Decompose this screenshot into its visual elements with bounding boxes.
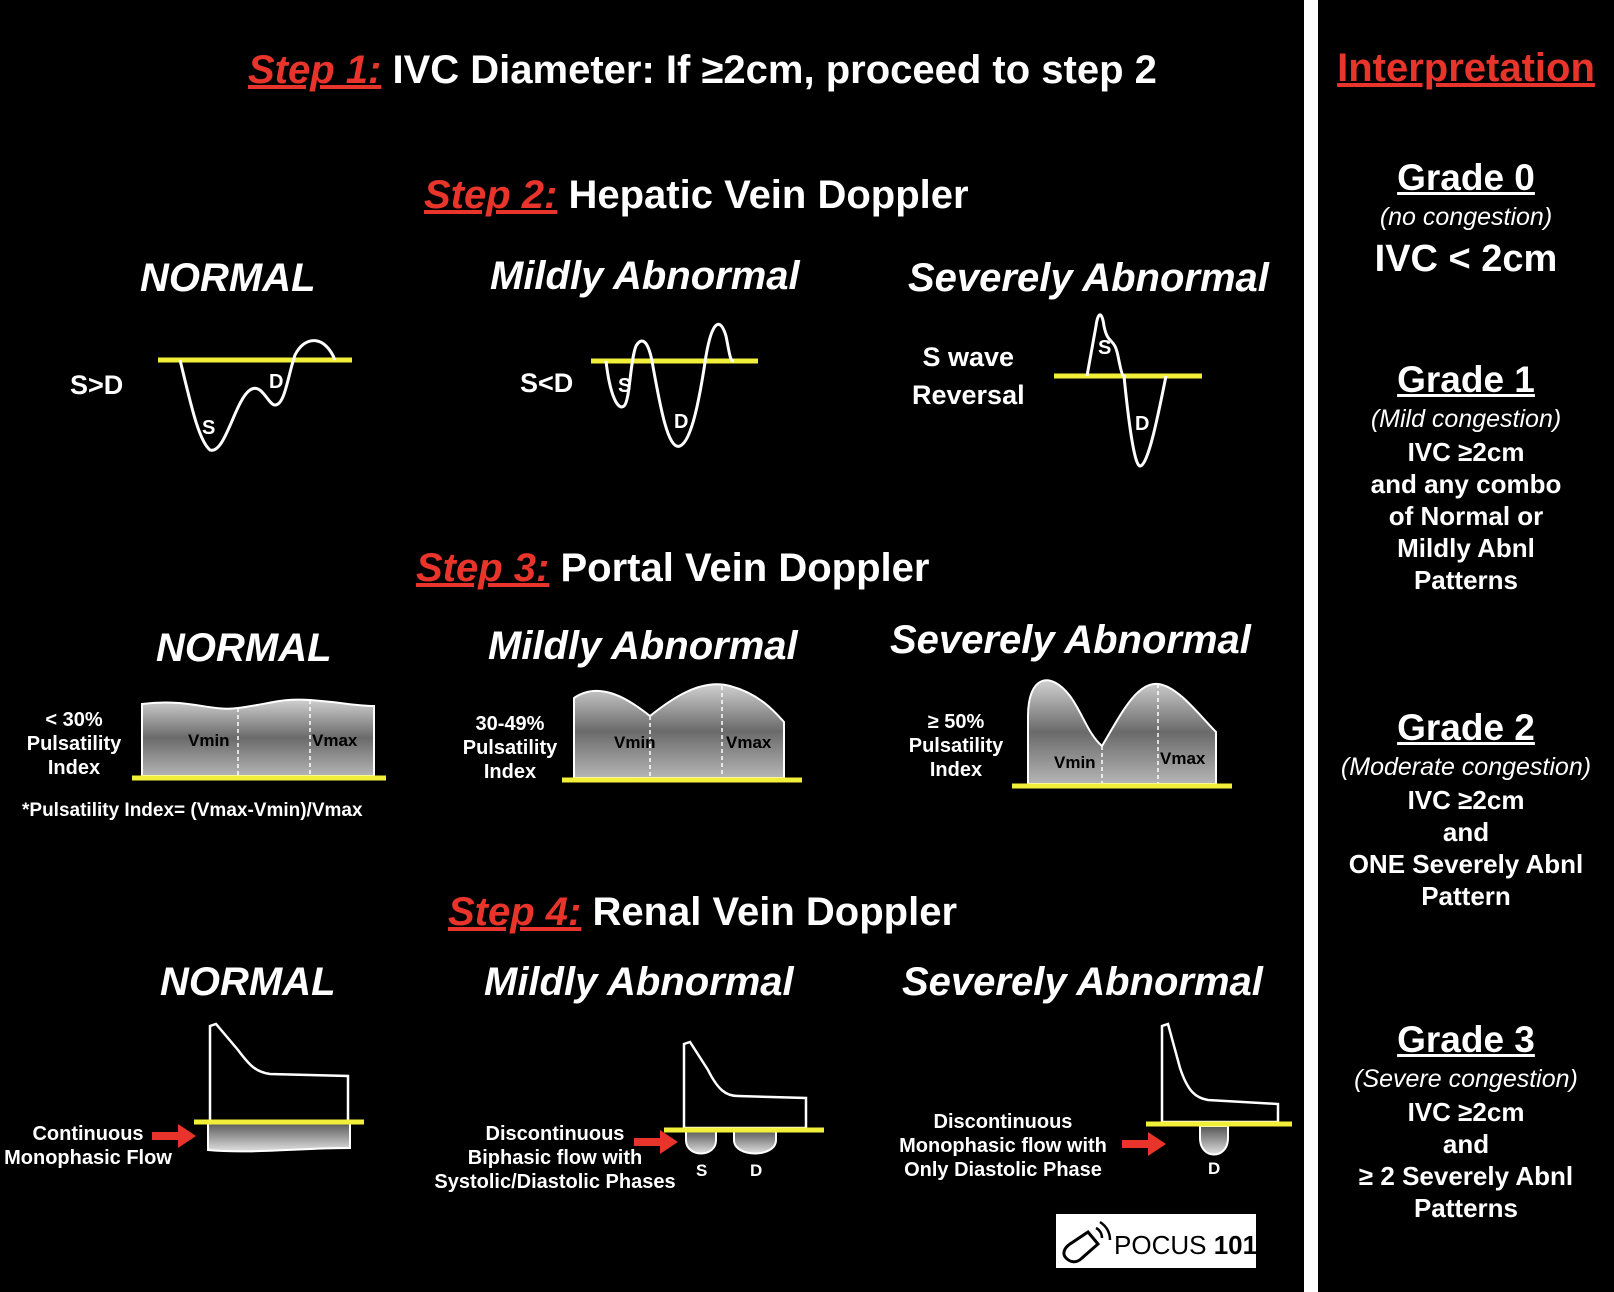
grade-title: Grade 3 (1397, 1019, 1535, 1060)
waveform-envelope (574, 684, 784, 778)
renal-normal-waveform (190, 1020, 370, 1170)
below-baseline-flow (208, 1122, 350, 1151)
wave-s-label: S (202, 417, 216, 439)
portal-normal-pi-label (24, 708, 124, 780)
step1-text: IVC Diameter: If ≥2cm, proceed to step 2 (392, 48, 1157, 92)
logo-brand: POCUS (1114, 1230, 1207, 1260)
wave-d-label: D (674, 411, 689, 433)
hepatic-normal-label: S>D (70, 370, 124, 400)
hepatic-normal-waveform (150, 330, 360, 460)
portal-severe-heading: Severely Abnormal (890, 618, 1251, 662)
vmax-label: Vmax (1160, 749, 1206, 768)
panel-divider (1304, 0, 1318, 1292)
hepatic-mild-heading: Mildly Abnormal (490, 254, 800, 298)
interpretation-title: Interpretation (1337, 46, 1595, 90)
grade-3 (1318, 1018, 1614, 1224)
grade-line: and (1442, 1129, 1490, 1159)
renal-severe-waveform (1144, 1018, 1294, 1178)
portal-mild-pi-label (460, 712, 560, 784)
renal-d-label: D (750, 1161, 763, 1180)
step4-text: Renal Vein Doppler (592, 890, 958, 934)
step3-label: Step 3: (416, 546, 550, 590)
renal-d-label: D (1208, 1159, 1221, 1178)
pocus101-logo (1056, 1214, 1256, 1268)
grade-subtitle: (Mild congestion) (1370, 405, 1562, 433)
pct-label: ≥ 50% (927, 711, 985, 733)
d-phase-flow (1200, 1126, 1228, 1155)
hepatic-severe-label-line1: S wave (922, 342, 1015, 372)
renal-mild-heading: Mildly Abnormal (484, 960, 794, 1004)
step4-label: Step 4: (448, 890, 582, 934)
grade-subtitle: (no congestion) (1379, 203, 1553, 231)
hepatic-mild-label: S<D (520, 368, 574, 398)
grade-title: Grade 2 (1397, 707, 1535, 748)
renal-severe-line2: Monophasic flow with (899, 1135, 1107, 1157)
renal-severe-label (888, 1110, 1118, 1182)
vmin-label: Vmin (614, 733, 656, 752)
grade-line: ONE Severely Abnl (1348, 849, 1584, 879)
vmax-label: Vmax (726, 733, 772, 752)
grade-line: IVC < 2cm (1374, 238, 1558, 280)
portal-mild-waveform (560, 682, 810, 792)
portal-mild-heading: Mildly Abnormal (488, 624, 798, 668)
grade-line: IVC ≥2cm (1407, 785, 1525, 815)
vmin-label: Vmin (1054, 753, 1096, 772)
grade-line: IVC ≥2cm (1407, 1097, 1525, 1127)
grade-subtitle: (Moderate congestion) (1340, 753, 1592, 781)
pulsatility-formula: *Pulsatility Index= (Vmax-Vmin)/Vmax (22, 800, 363, 821)
grade-line: IVC ≥2cm (1407, 437, 1525, 467)
grade-line: and (1442, 817, 1490, 847)
grade-1 (1318, 358, 1614, 596)
renal-s-label: S (696, 1161, 708, 1180)
renal-mild-line3: Systolic/Diastolic Phases (434, 1171, 676, 1193)
vmax-label: Vmax (312, 731, 358, 750)
wave-d-label: D (1135, 413, 1150, 435)
hepatic-severe-waveform (1052, 306, 1212, 476)
grade-line: Patterns (1413, 1193, 1519, 1223)
grade-title: Grade 1 (1397, 359, 1535, 400)
grade-2 (1318, 706, 1614, 912)
vmin-label: Vmin (188, 731, 230, 750)
grade-line: of Normal or (1388, 501, 1544, 531)
grade-title: Grade 0 (1397, 157, 1535, 198)
renal-normal-label (2, 1122, 174, 1170)
pi-line1: Pulsatility (462, 737, 558, 759)
hepatic-severe-label-line2: Reversal (912, 380, 1025, 410)
step2-label: Step 2: (424, 173, 558, 217)
renal-mild-waveform (664, 1030, 834, 1180)
step2-text: Hepatic Vein Doppler (568, 173, 969, 217)
s-phase-flow (686, 1130, 716, 1154)
step3-text: Portal Vein Doppler (560, 546, 930, 590)
portal-normal-waveform (130, 690, 390, 790)
pi-line1: Pulsatility (908, 735, 1004, 757)
renal-normal-line2: Monophasic Flow (4, 1147, 172, 1169)
grade-0 (1318, 156, 1614, 284)
pi-line1: Pulsatility (26, 733, 122, 755)
ultrasound-probe-icon (1060, 1218, 1120, 1264)
grade-line: Mildly Abnl (1397, 533, 1535, 563)
logo-text (1114, 1230, 1257, 1261)
waveform-trace (684, 1042, 806, 1128)
renal-severe-heading: Severely Abnormal (902, 960, 1263, 1004)
hepatic-severe-heading: Severely Abnormal (908, 256, 1269, 300)
portal-normal-heading: NORMAL (156, 626, 332, 670)
grade-line: and any combo (1370, 469, 1562, 499)
grade-line: Patterns (1413, 565, 1519, 595)
hepatic-mild-waveform (588, 316, 768, 466)
grade-subtitle: (Severe congestion) (1354, 1065, 1578, 1093)
pi-line2: Index (47, 757, 101, 779)
pct-label: 30-49% (475, 713, 545, 735)
hepatic-normal-heading: NORMAL (140, 256, 316, 300)
renal-normal-heading: NORMAL (160, 960, 336, 1004)
portal-severe-pi-label (906, 710, 1006, 782)
pi-line2: Index (483, 761, 537, 783)
step2-heading (424, 173, 969, 218)
interpretation-panel (1318, 0, 1614, 1292)
waveform-trace (210, 1024, 348, 1120)
renal-severe-line1: Discontinuous (933, 1111, 1073, 1133)
renal-mild-line1: Discontinuous (485, 1123, 625, 1145)
hepatic-severe-label (912, 338, 1025, 414)
wave-s-label: S (1098, 337, 1112, 359)
grade-line: ≥ 2 Severely Abnl (1358, 1161, 1574, 1191)
pi-line2: Index (929, 759, 983, 781)
pct-label: < 30% (45, 709, 103, 731)
portal-severe-waveform (1010, 676, 1240, 796)
logo-number: 101 (1213, 1230, 1258, 1260)
renal-normal-line1: Continuous (32, 1123, 144, 1145)
waveform-trace (1162, 1024, 1278, 1122)
grade-line: Pattern (1421, 881, 1511, 911)
renal-severe-line3: Only Diastolic Phase (904, 1159, 1102, 1181)
d-phase-flow (734, 1130, 776, 1154)
wave-s-label: S (618, 375, 632, 397)
step4-heading (448, 890, 957, 935)
step1-label: Step 1: (248, 48, 382, 92)
wave-d-label: D (269, 371, 284, 393)
renal-mild-line2: Biphasic flow with (467, 1147, 643, 1169)
step1-heading (248, 48, 1157, 93)
step3-heading (416, 546, 929, 591)
